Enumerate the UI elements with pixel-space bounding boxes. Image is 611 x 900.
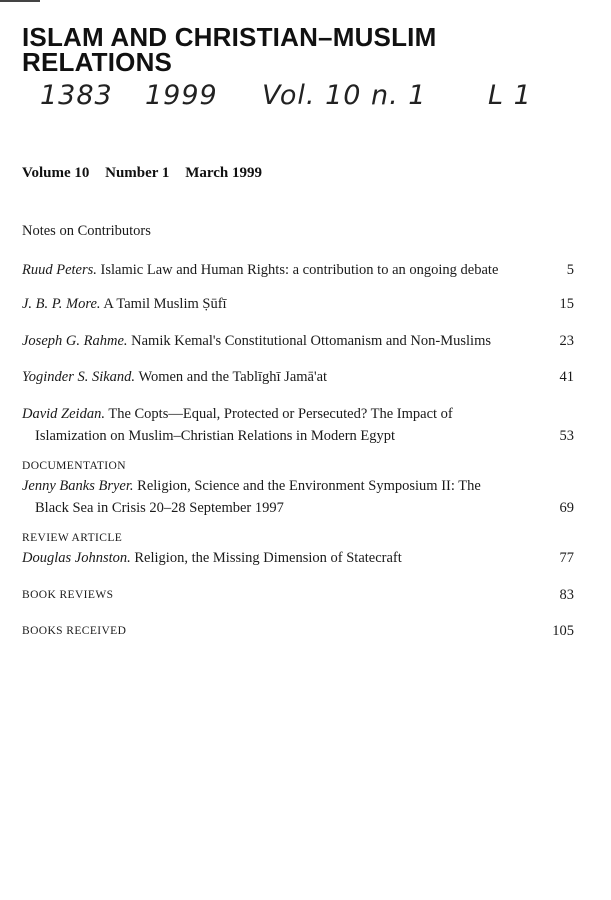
entry-page: 23 [559,333,574,349]
journal-title-line-2: RELATIONS [22,47,173,77]
journal-title-line-1: ISLAM AND CHRISTIAN–MUSLIM [22,22,437,52]
handwritten-annotation [40,80,600,120]
scan-edge-mark [0,0,40,2]
handwritten-number: 1383 [40,80,113,111]
entry-page: 5 [566,262,574,278]
section-label: BOOK REVIEWS [22,589,114,601]
section-label: BOOKS RECEIVED [22,625,127,637]
issue-info [22,165,274,182]
entry-title: Religion, the Missing Dimension of Statecraft [134,550,402,566]
entry-author: Ruud Peters. [22,262,97,278]
issue-volume: Volume 10 [22,165,90,181]
entry-title: Islamic Law and Human Rights: a contribution to an ongoing debate [100,262,499,278]
entry-author: J. B. P. More. [22,296,101,312]
entry-title: A Tamil Muslim Ṣūfī [103,296,227,312]
handwritten-location: L 1 [488,80,532,111]
entry-author: Yoginder S. Sikand. [22,369,136,385]
handwritten-year: 1999 [145,80,218,111]
entry-page: 105 [552,623,574,639]
handwritten-volume: Vol. 10 n. 1 [262,80,427,111]
section-label: REVIEW ARTICLE [22,532,123,544]
issue-number: Number 1 [105,165,170,181]
entry-title: Women and the Tablīghī Jamā'at [138,369,328,385]
entry-title: Namik Kemal's Constitutional Ottomanism and Non-Muslims [131,333,491,349]
entry-page: 15 [559,296,574,312]
entry-page: 53 [559,428,574,444]
entry-author: Joseph G. Rahme. [22,333,128,349]
section-label: DOCUMENTATION [22,460,126,472]
issue-date: March 1999 [185,165,262,181]
entry-page: 77 [559,550,574,566]
entry-title-continued: Black Sea in Crisis 20–28 September 1997 [35,500,284,516]
entry-author: Jenny Banks Bryer. [22,478,134,494]
entry-title: The Copts—Equal, Protected or Persecuted? The Impact of [108,406,453,422]
entry-author: Douglas Johnston. [22,550,131,566]
entry-page: 83 [559,587,574,603]
entry-title: Religion, Science and the Environment Symposium II: The [137,478,481,494]
entry-page: 41 [559,369,574,385]
entry-author: David Zeidan. [22,406,105,422]
entry-title-continued: Islamization on Muslim–Christian Relations in Modern Egypt [35,428,396,444]
journal-title [22,22,582,77]
entry-page: 69 [559,500,574,516]
